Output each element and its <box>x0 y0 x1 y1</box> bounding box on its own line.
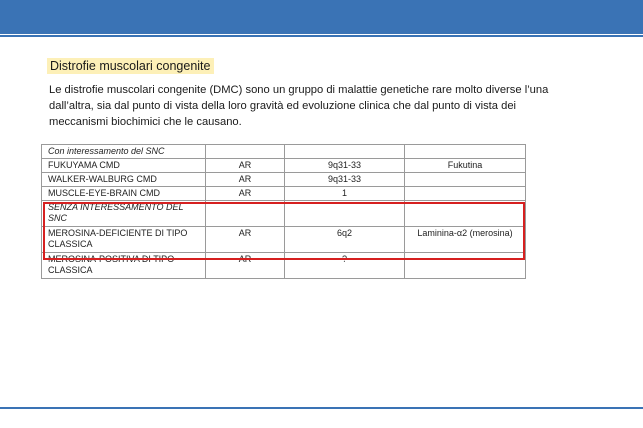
table-row <box>42 145 526 159</box>
footer-divider <box>0 407 643 409</box>
protein-cell <box>405 145 526 159</box>
protein-cell <box>405 201 526 227</box>
cmd-table <box>41 144 526 279</box>
locus-cell: 9q31-33 <box>285 173 405 187</box>
disease-name-cell: MUSCLE-EYE-BRAIN CMD <box>42 187 206 201</box>
protein-cell: Fukutina <box>405 159 526 173</box>
disease-name-cell: WALKER-WALBURG CMD <box>42 173 206 187</box>
table-row <box>42 173 526 187</box>
inheritance-cell: AR <box>206 187 285 201</box>
slide-title: Distrofie muscolari congenite <box>47 58 214 74</box>
inheritance-cell: AR <box>206 253 285 279</box>
disease-name-cell: MEROSINA-POSITIVA DI TIPO CLASSICA <box>42 253 206 279</box>
disease-name-cell: FUKUYAMA CMD <box>42 159 206 173</box>
locus-cell <box>285 145 405 159</box>
inheritance-cell: AR <box>206 159 285 173</box>
inheritance-cell: AR <box>206 227 285 253</box>
inheritance-cell <box>206 201 285 227</box>
locus-cell: ? <box>285 253 405 279</box>
disease-name-cell: MEROSINA-DEFICIENTE DI TIPO CLASSICA <box>42 227 206 253</box>
inheritance-cell: AR <box>206 173 285 187</box>
locus-cell: 6q2 <box>285 227 405 253</box>
protein-cell <box>405 253 526 279</box>
table-row <box>42 187 526 201</box>
table-row <box>42 253 526 279</box>
header-banner <box>0 0 643 34</box>
section-header-cell: SENZA INTERESSAMENTO DEL SNC <box>42 201 206 227</box>
intro-paragraph: Le distrofie muscolari congenite (DMC) sono un gruppo di malattie genetiche rare molto diverse l’una dall’altra, sia dal punto di vista della loro gravità ed evoluzione clinica che dal punto di vista dei meccanismi biochimici che le causano. <box>49 84 549 128</box>
locus-cell: 9q31-33 <box>285 159 405 173</box>
locus-cell: 1 <box>285 187 405 201</box>
protein-cell <box>405 187 526 201</box>
section-header-cell: Con interessamento del SNC <box>42 145 206 159</box>
header-divider <box>0 35 643 37</box>
protein-cell <box>405 173 526 187</box>
cmd-table-container <box>41 144 525 279</box>
protein-cell: Laminina-α2 (merosina) <box>405 227 526 253</box>
locus-cell <box>285 201 405 227</box>
inheritance-cell <box>206 145 285 159</box>
table-row <box>42 227 526 253</box>
table-row <box>42 201 526 227</box>
table-row <box>42 159 526 173</box>
